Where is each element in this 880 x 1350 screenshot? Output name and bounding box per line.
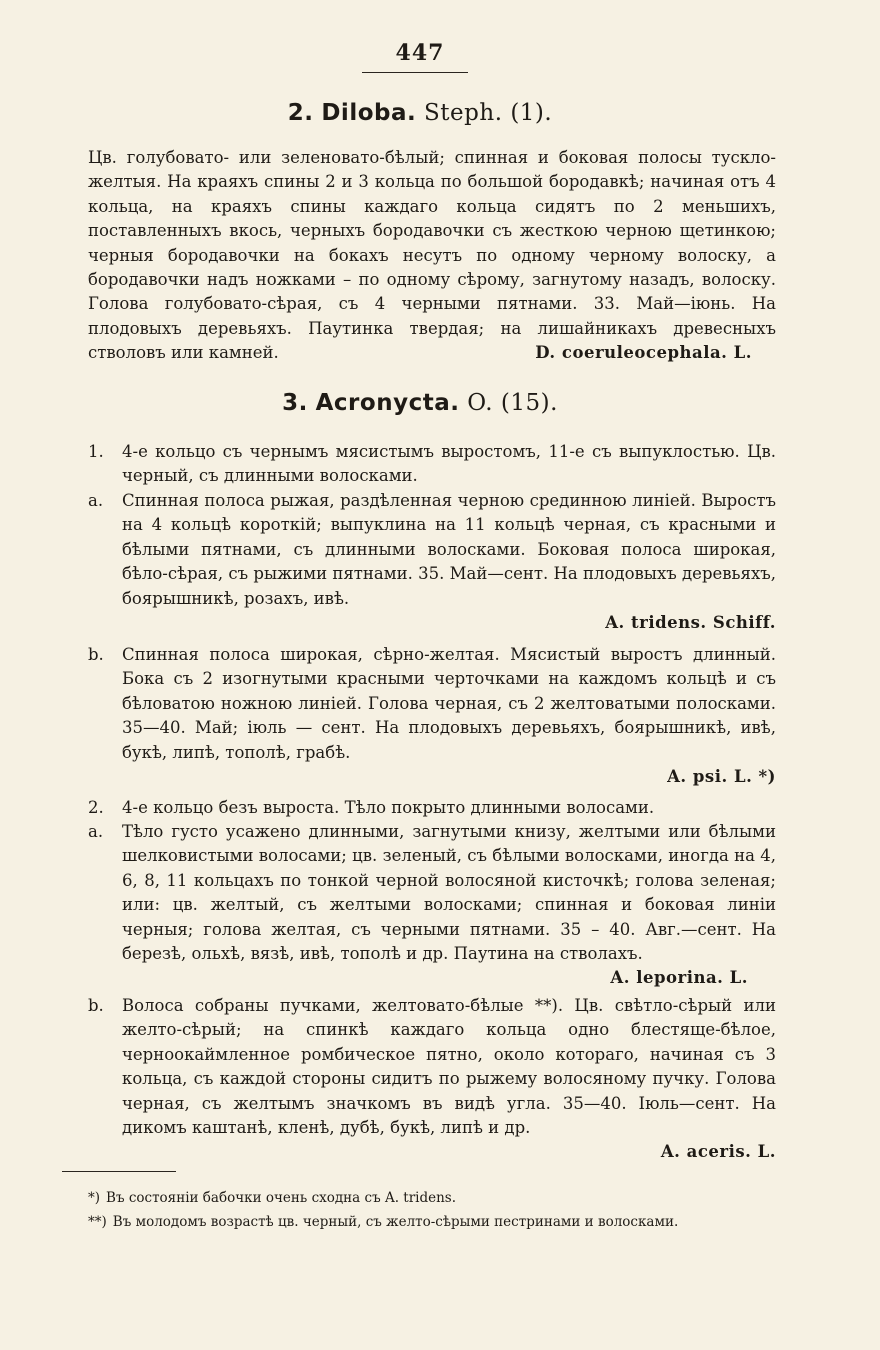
footnote-text: Въ молодомъ возрастѣ цв. черный, съ желто-сѣрыми пестринами и волосками. — [112, 1214, 679, 1230]
genus-name: Diloba. — [321, 100, 417, 126]
genus-description — [88, 146, 776, 366]
entry-text: Тѣло густо усажено длинными, загнутыми книзу, желтыми или бѣлыми шелковистыми волосами; цв. зеленый, съ бѣлыми волосками, иногда на 4, 6, 8, 11 кольцахъ по тонкой черной волосяной кисточкѣ; голова зеленая; или: цв. желтый, съ желтыми волосками; спинная и боковая линiи черныя; голова желтая, съ черными пятнами. 35 – 40. Авг.—сент. На березѣ, ольхѣ, вязѣ, ивѣ, тополѣ и др. Паутина на стволахъ. — [122, 822, 776, 964]
entry-marker: 2. — [88, 798, 104, 817]
entry-marker: a. — [88, 491, 104, 510]
footnote-rule — [62, 1171, 176, 1172]
footnote-text: Въ состоянiи бабочки очень сходна съ A. tridens. — [106, 1190, 457, 1206]
entry-text: Волоса собраны пучками, желтовато-бѣлые **). Цв. свѣтло-сѣрый или желто-сѣрый; на спинкѣ каждаго кольца одно блестяще-бѣлое, черноокаймленное ромбическое пятно, около котораго, начиная съ 3 кольца, съ каждой стороны сидитъ по рыжему волосяному пучку. Голова черная, съ желтымъ значкомъ въ видѣ угла. 35—40. Iюль—сент. На дикомъ каштанѣ, кленѣ, дубѣ, букѣ, липѣ и др. — [122, 996, 776, 1138]
entry-text: Спинная полоса широкая, сѣрно-желтая. Мясистый выростъ длинный. Бока съ 2 изогнутыми красными черточками на каждомъ кольцѣ и съ бѣловатою ножною линiей. Голова черная, съ 2 желтоватыми полосками. 35—40. Май; iюль — сент. На плодовыхъ деревьяхъ, боярышникѣ, ивѣ, букѣ, липѣ, тополѣ, грабѣ. — [122, 645, 776, 762]
entry-marker: b. — [88, 996, 104, 1015]
genus-heading-acronycta — [0, 390, 840, 416]
genus-name: Acronycta. — [315, 390, 460, 416]
entry-text: Спинная полоса рыжая, раздѣленная черною срединною линiей. Выростъ на 4 кольцѣ короткiй; выпуклина на 11 кольцѣ черная, съ красными и бѣлыми пятнами, съ длинными волосками. Боковая полоса широкая, бѣло-сѣрая, съ рыжими пятнами. 35. Май—сент. На плодовыхъ деревьяхъ, боярышникѣ, розахъ, ивѣ. — [122, 491, 776, 608]
page-number-rule — [362, 72, 468, 73]
species-name: A. tridens. Schiff. — [605, 613, 776, 633]
genus-number: 3. — [282, 390, 308, 416]
key-entry — [88, 820, 776, 991]
entry-marker: b. — [88, 645, 104, 664]
entry-marker: a. — [88, 822, 104, 841]
genus-author: O. (15). — [467, 390, 558, 416]
genus-number: 2. — [287, 100, 314, 126]
entry-marker: 1. — [88, 442, 104, 461]
entry-text: 4-е кольцо безъ выроста. Тѣло покрыто длинными волосами. — [122, 798, 655, 817]
footnote — [62, 1188, 776, 1208]
footnote-marker: **) — [88, 1214, 107, 1230]
species-name: A. psi. L. *) — [667, 767, 776, 787]
key-entry — [88, 440, 776, 489]
genus-author: Steph. (1). — [424, 100, 553, 126]
key-entry — [88, 643, 776, 789]
key-entry — [88, 994, 776, 1165]
key-entry — [88, 489, 776, 635]
key-entry — [88, 796, 776, 820]
description-text: Цв. голубовато- или зеленовато-бѣлый; спинная и боковая полосы тускло-желтыя. На краяхъ спины 2 и 3 кольца по большой бородавкѣ; начиная отъ 4 кольца, на краяхъ спины каждаго кольца сидятъ по 2 меньшихъ, поставленныхъ вкось, черныхъ бородавочки съ жесткою черною щетинкою; черныя бородавочки на бокахъ несутъ по одному черному волоску, а бородавочки надъ ножками – по одному сѣрому, загнутому назадъ, волоску. Голова голубовато-сѣрая, съ 4 черными пятнами. 33. Май—іюнь. На плодовыхъ деревьяхъ. Паутинка твердая; на лишайникахъ древесныхъ стволовъ или камней. — [88, 148, 776, 363]
footnote-marker: *) — [88, 1190, 101, 1206]
entry-text: 4-е кольцо съ чернымъ мясистымъ выростомъ, 11-е съ выпуклостью. Цв. черный, съ длинными волосками. — [122, 442, 776, 486]
species-name: D. coeruleocephala. L. — [535, 343, 752, 363]
species-name: A. aceris. L. — [660, 1142, 776, 1162]
genus-heading-diloba — [0, 100, 840, 126]
page-number: 447 — [395, 40, 445, 66]
footnote — [62, 1212, 776, 1232]
species-name: A. leporina. L. — [610, 968, 748, 988]
